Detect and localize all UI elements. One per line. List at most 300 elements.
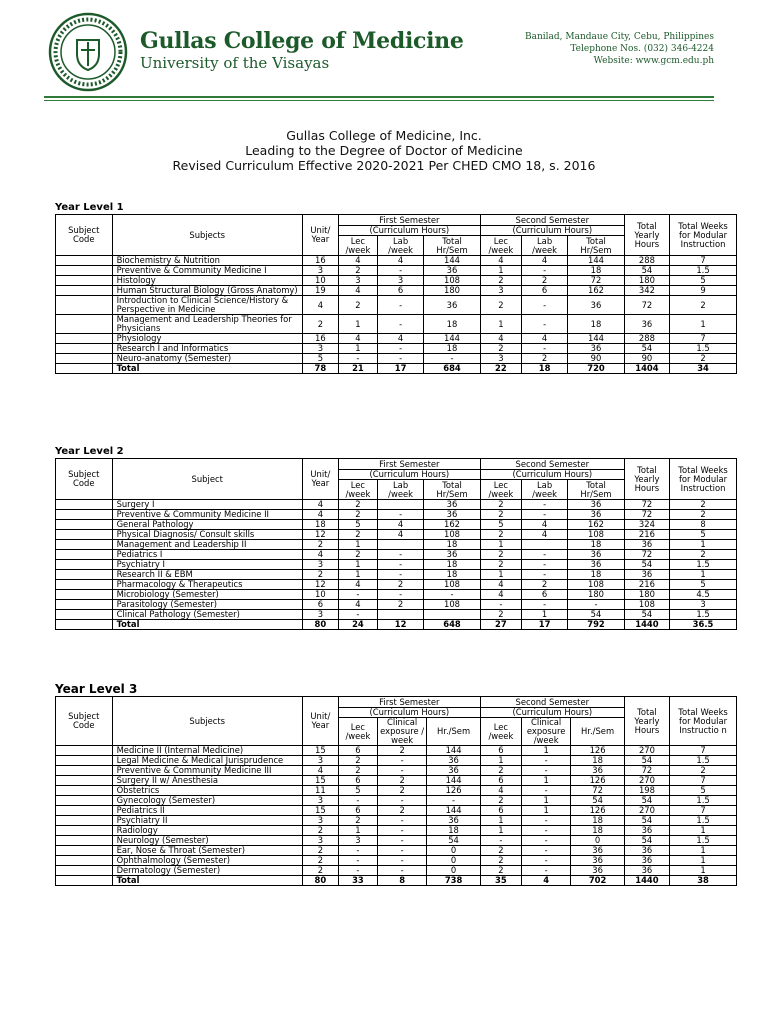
cell-lec-1: 2 xyxy=(338,266,377,276)
cell-hours-1: 126 xyxy=(427,786,481,796)
cell-hours-2: 18 xyxy=(568,540,625,550)
cell-hours-2: 54 xyxy=(568,610,625,620)
cell-modular-weeks: 2 xyxy=(670,550,737,560)
cell-subject-name: Obstetrics xyxy=(112,786,302,796)
cell-lab-2: 2 xyxy=(521,276,567,286)
document-title xyxy=(0,128,768,173)
cell-subject-name: Radiology xyxy=(112,826,302,836)
col-curriculum-hours-1: (Curriculum Hours) xyxy=(338,708,480,718)
cell-lab-2: 17 xyxy=(521,620,567,630)
cell-lab-1: - xyxy=(377,590,423,600)
table-row xyxy=(56,836,737,846)
col-total-2: Total Hr/Sem xyxy=(568,480,625,500)
col-first-semester: First Semester xyxy=(338,459,480,470)
table-row xyxy=(56,276,737,286)
table-row xyxy=(56,296,737,315)
table-row xyxy=(56,540,737,550)
year-level-2-table xyxy=(55,458,737,630)
cell-subject-name: Physiology xyxy=(112,334,302,344)
cell-subject-name: Microbiology (Semester) xyxy=(112,590,302,600)
cell-hours-1: 108 xyxy=(424,276,481,286)
cell-hours-2: 18 xyxy=(568,570,625,580)
cell-units: 18 xyxy=(302,520,338,530)
col-total-yearly-hours: Total Yearly Hours xyxy=(624,697,669,746)
cell-lec-2: - xyxy=(480,600,521,610)
cell-units: 3 xyxy=(302,266,338,276)
cell-modular-weeks: 9 xyxy=(670,286,737,296)
cell-yearly-hours: 54 xyxy=(624,266,669,276)
cell-lec-2: 4 xyxy=(480,580,521,590)
cell-hours-1: 144 xyxy=(427,806,481,816)
cell-subject-name: Dermatology (Semester) xyxy=(112,866,302,876)
cell-modular-weeks: 5 xyxy=(670,530,737,540)
cell-subject-name: Management and Leadership II xyxy=(112,540,302,550)
cell-subject-code xyxy=(56,344,113,354)
cell-hours-2: 54 xyxy=(571,796,624,806)
cell-units: 2 xyxy=(302,866,338,876)
cell-lab-2: - xyxy=(521,315,567,334)
cell-hours-1: 18 xyxy=(424,540,481,550)
col-subjects: Subjects xyxy=(112,697,302,746)
cell-hours-1: 108 xyxy=(424,580,481,590)
cell-units: 12 xyxy=(302,530,338,540)
cell-subject-code xyxy=(56,610,113,620)
cell-units: 2 xyxy=(302,540,338,550)
cell-subject-code xyxy=(56,620,113,630)
cell-lab-1: - xyxy=(377,836,426,846)
cell-units: 4 xyxy=(302,296,338,315)
col-subject: Subject xyxy=(112,459,302,500)
cell-hours-1: 0 xyxy=(427,846,481,856)
cell-subject-code xyxy=(56,256,113,266)
cell-modular-weeks: 7 xyxy=(670,806,737,816)
cell-units: 10 xyxy=(302,276,338,286)
cell-units: 15 xyxy=(302,746,338,756)
col-total-2: Total Hr/Sem xyxy=(568,236,625,256)
cell-lab-1: - xyxy=(377,856,426,866)
cell-hours-2: 36 xyxy=(571,766,624,776)
cell-lab-1: - xyxy=(377,354,423,364)
cell-lec-1: 1 xyxy=(338,826,377,836)
cell-subject-name: Neurology (Semester) xyxy=(112,836,302,846)
cell-lec-1: - xyxy=(338,354,377,364)
cell-units: 19 xyxy=(302,286,338,296)
cell-hours-2: 36 xyxy=(568,296,625,315)
cell-lec-1: 33 xyxy=(338,876,377,886)
cell-modular-weeks: 1.5 xyxy=(670,560,737,570)
cell-lab-2: - xyxy=(521,786,570,796)
cell-yearly-hours: 216 xyxy=(624,530,669,540)
cell-subject-name: Pediatrics I xyxy=(112,550,302,560)
cell-subject-code xyxy=(56,286,113,296)
cell-lec-1: 6 xyxy=(338,746,377,756)
title-line-1: Gullas College of Medicine, Inc. xyxy=(286,128,482,143)
cell-yearly-hours: 36 xyxy=(624,846,669,856)
table-row xyxy=(56,786,737,796)
cell-lec-2: 6 xyxy=(480,746,521,756)
cell-subject-code xyxy=(56,846,113,856)
cell-units: 3 xyxy=(302,560,338,570)
cell-yearly-hours: 36 xyxy=(624,826,669,836)
cell-hours-2: 36 xyxy=(568,510,625,520)
cell-yearly-hours: 54 xyxy=(624,796,669,806)
cell-lab-2: - xyxy=(521,510,567,520)
cell-lab-1 xyxy=(377,610,423,620)
cell-lec-1: 2 xyxy=(338,756,377,766)
table-row xyxy=(56,510,737,520)
cell-lab-1: 2 xyxy=(377,776,426,786)
cell-lec-1: 2 xyxy=(338,530,377,540)
cell-lab-1: 17 xyxy=(377,364,423,374)
cell-subject-code xyxy=(56,296,113,315)
cell-lec-2: 2 xyxy=(480,530,521,540)
cell-lab-2: - xyxy=(521,344,567,354)
cell-lec-1: 1 xyxy=(338,570,377,580)
cell-subject-name: Total xyxy=(112,364,302,374)
cell-modular-weeks: 1.5 xyxy=(670,796,737,806)
col-total-weeks: Total Weeks for Modular Instruction xyxy=(670,459,737,500)
col-subject-code: Subject Code xyxy=(56,215,113,256)
col-clinical-exposure-2: Clinical exposure /week xyxy=(521,718,570,746)
cell-lec-2: 27 xyxy=(480,620,521,630)
cell-subject-code xyxy=(56,500,113,510)
cell-units: 4 xyxy=(302,510,338,520)
cell-modular-weeks: 1.5 xyxy=(670,344,737,354)
cell-yearly-hours: 54 xyxy=(624,610,669,620)
cell-subject-code xyxy=(56,266,113,276)
cell-lec-2: 2 xyxy=(480,500,521,510)
cell-lec-1: 6 xyxy=(338,806,377,816)
cell-hours-2: 720 xyxy=(568,364,625,374)
cell-lec-2: 2 xyxy=(480,296,521,315)
cell-lec-2: 2 xyxy=(480,766,521,776)
cell-lab-2: - xyxy=(521,836,570,846)
cell-lec-1: 4 xyxy=(338,256,377,266)
cell-lab-2: - xyxy=(521,826,570,836)
cell-hours-2: 36 xyxy=(571,846,624,856)
cell-units: 3 xyxy=(302,610,338,620)
cell-hours-1: 18 xyxy=(424,570,481,580)
cell-subject-name: Psychiatry I xyxy=(112,560,302,570)
cell-hours-1: 36 xyxy=(427,756,481,766)
cell-lec-1: 24 xyxy=(338,620,377,630)
table-row xyxy=(56,266,737,276)
college-seal-logo xyxy=(48,12,128,92)
cell-lab-2: - xyxy=(521,296,567,315)
cell-lec-1: 1 xyxy=(338,560,377,570)
cell-hours-2: 108 xyxy=(568,580,625,590)
cell-hours-1: 108 xyxy=(424,530,481,540)
cell-subject-name: Surgery I xyxy=(112,500,302,510)
cell-lab-2: 6 xyxy=(521,286,567,296)
cell-yearly-hours: 1440 xyxy=(624,876,669,886)
cell-subject-name: Research II & EBM xyxy=(112,570,302,580)
cell-hours-2: 180 xyxy=(568,590,625,600)
cell-lec-1: 5 xyxy=(338,520,377,530)
cell-lab-1: - xyxy=(377,315,423,334)
cell-lab-2: 4 xyxy=(521,876,570,886)
cell-hours-2: 18 xyxy=(568,266,625,276)
cell-subject-name: Neuro-anatomy (Semester) xyxy=(112,354,302,364)
cell-units: 6 xyxy=(302,600,338,610)
cell-hours-1: 144 xyxy=(427,746,481,756)
cell-yearly-hours: 36 xyxy=(624,570,669,580)
cell-lab-1: - xyxy=(377,766,426,776)
cell-units: 2 xyxy=(302,315,338,334)
cell-subject-code xyxy=(56,580,113,590)
cell-hours-2: 36 xyxy=(568,344,625,354)
cell-lec-1: 2 xyxy=(338,766,377,776)
table-row xyxy=(56,796,737,806)
cell-lab-1: 4 xyxy=(377,530,423,540)
col-total-1: Total Hr/Sem xyxy=(424,480,481,500)
cell-lab-2: - xyxy=(521,600,567,610)
cell-lec-2: 22 xyxy=(480,364,521,374)
cell-modular-weeks: 2 xyxy=(670,500,737,510)
cell-yearly-hours: 54 xyxy=(624,836,669,846)
cell-yearly-hours: 54 xyxy=(624,816,669,826)
cell-subject-name: Biochemistry & Nutrition xyxy=(112,256,302,266)
table-row xyxy=(56,580,737,590)
cell-lec-2: 2 xyxy=(480,344,521,354)
cell-hours-1: 144 xyxy=(424,256,481,266)
cell-hours-1: 36 xyxy=(424,500,481,510)
cell-lec-2: 3 xyxy=(480,286,521,296)
cell-modular-weeks: 8 xyxy=(670,520,737,530)
cell-units: 2 xyxy=(302,856,338,866)
cell-modular-weeks: 5 xyxy=(670,276,737,286)
col-hr-sem-2: Hr./Sem xyxy=(571,718,624,746)
cell-lec-1: - xyxy=(338,796,377,806)
cell-lab-2: - xyxy=(521,856,570,866)
cell-lec-1: 4 xyxy=(338,286,377,296)
table-row xyxy=(56,344,737,354)
cell-lab-1: - xyxy=(377,296,423,315)
cell-hours-1: 18 xyxy=(424,315,481,334)
cell-lab-2: 6 xyxy=(521,590,567,600)
cell-hours-1: 36 xyxy=(424,296,481,315)
table-row xyxy=(56,334,737,344)
cell-yearly-hours: 180 xyxy=(624,590,669,600)
cell-units: 78 xyxy=(302,364,338,374)
col-second-semester: Second Semester xyxy=(480,459,624,470)
cell-subject-name: Total xyxy=(112,876,302,886)
cell-subject-name: Pediatrics II xyxy=(112,806,302,816)
cell-yearly-hours: 36 xyxy=(624,540,669,550)
cell-modular-weeks: 36.5 xyxy=(670,620,737,630)
cell-lab-2: 1 xyxy=(521,776,570,786)
cell-lab-1 xyxy=(377,540,423,550)
cell-lab-2: - xyxy=(521,866,570,876)
cell-yearly-hours: 216 xyxy=(624,580,669,590)
cell-units: 15 xyxy=(302,776,338,786)
cell-hours-1: 18 xyxy=(424,560,481,570)
col-subjects: Subjects xyxy=(112,215,302,256)
col-unit-year: Unit/ Year xyxy=(302,459,338,500)
year-level-1-table xyxy=(55,214,737,374)
table-row xyxy=(56,866,737,876)
cell-modular-weeks: 38 xyxy=(670,876,737,886)
cell-units: 11 xyxy=(302,786,338,796)
cell-lec-1: 1 xyxy=(338,315,377,334)
cell-modular-weeks: 1.5 xyxy=(670,610,737,620)
cell-hours-1: - xyxy=(424,590,481,600)
cell-hours-2: - xyxy=(568,600,625,610)
contact-block xyxy=(525,31,714,67)
cell-units: 80 xyxy=(302,876,338,886)
cell-lec-1: 3 xyxy=(338,836,377,846)
cell-hours-1: 180 xyxy=(424,286,481,296)
cell-subject-name: Management and Leadership Theories for Physicians xyxy=(112,315,302,334)
cell-lab-2: 4 xyxy=(521,334,567,344)
cell-modular-weeks: 7 xyxy=(670,256,737,266)
cell-subject-name: Introduction to Clinical Science/History & Perspective in Medicine xyxy=(112,296,302,315)
cell-lab-1: - xyxy=(377,550,423,560)
cell-lec-1: 1 xyxy=(338,540,377,550)
cell-lab-1: 2 xyxy=(377,746,426,756)
cell-subject-code xyxy=(56,796,113,806)
total-row xyxy=(56,876,737,886)
col-lab-1: Lab /week xyxy=(377,480,423,500)
cell-lec-2: 1 xyxy=(480,570,521,580)
cell-lab-1: 2 xyxy=(377,786,426,796)
cell-lab-2: 1 xyxy=(521,610,567,620)
cell-modular-weeks: 2 xyxy=(670,510,737,520)
cell-units: 4 xyxy=(302,500,338,510)
cell-lab-1 xyxy=(377,500,423,510)
cell-yearly-hours: 180 xyxy=(624,276,669,286)
cell-yearly-hours: 90 xyxy=(624,354,669,364)
cell-lab-1: 4 xyxy=(377,256,423,266)
cell-hours-2: 792 xyxy=(568,620,625,630)
table-row xyxy=(56,500,737,510)
cell-units: 16 xyxy=(302,256,338,266)
cell-modular-weeks: 2 xyxy=(670,296,737,315)
cell-units: 3 xyxy=(302,756,338,766)
cell-subject-code xyxy=(56,540,113,550)
table-row xyxy=(56,766,737,776)
cell-lec-1: - xyxy=(338,866,377,876)
cell-modular-weeks: 5 xyxy=(670,580,737,590)
cell-hours-2: 18 xyxy=(571,826,624,836)
cell-lec-1: 21 xyxy=(338,364,377,374)
cell-hours-1: 684 xyxy=(424,364,481,374)
table-row xyxy=(56,816,737,826)
cell-subject-code xyxy=(56,560,113,570)
cell-hours-2: 702 xyxy=(571,876,624,886)
cell-lec-2: 4 xyxy=(480,786,521,796)
cell-subject-code xyxy=(56,816,113,826)
cell-lec-2: 2 xyxy=(480,846,521,856)
col-curriculum-hours-1: (Curriculum Hours) xyxy=(338,470,480,480)
cell-subject-name: Clinical Pathology (Semester) xyxy=(112,610,302,620)
cell-subject-name: Total xyxy=(112,620,302,630)
cell-units: 2 xyxy=(302,826,338,836)
cell-yearly-hours: 36 xyxy=(624,315,669,334)
cell-subject-code xyxy=(56,590,113,600)
col-total-yearly-hours: Total Yearly Hours xyxy=(624,215,669,256)
cell-units: 12 xyxy=(302,580,338,590)
cell-hours-1: - xyxy=(427,796,481,806)
cell-subject-name: Psychiatry II xyxy=(112,816,302,826)
cell-subject-name: Legal Medicine & Medical Jurisprudence xyxy=(112,756,302,766)
cell-modular-weeks: 1.5 xyxy=(670,816,737,826)
cell-subject-code xyxy=(56,826,113,836)
cell-modular-weeks: 1 xyxy=(670,826,737,836)
cell-subject-name: Preventive & Community Medicine III xyxy=(112,766,302,776)
cell-subject-name: Human Structural Biology (Gross Anatomy) xyxy=(112,286,302,296)
cell-hours-2: 126 xyxy=(571,806,624,816)
cell-hours-1: 648 xyxy=(424,620,481,630)
cell-units: 3 xyxy=(302,836,338,846)
cell-units: 4 xyxy=(302,550,338,560)
cell-lec-2: 2 xyxy=(480,550,521,560)
cell-subject-name: General Pathology xyxy=(112,520,302,530)
cell-lab-2: 4 xyxy=(521,530,567,540)
cell-lab-1: - xyxy=(377,570,423,580)
cell-yearly-hours: 270 xyxy=(624,806,669,816)
col-unit-year: Unit/ Year xyxy=(302,215,338,256)
cell-subject-name: Histology xyxy=(112,276,302,286)
letterhead xyxy=(0,0,768,100)
cell-hours-2: 162 xyxy=(568,520,625,530)
table-row xyxy=(56,600,737,610)
col-unit-year: Unit/ Year xyxy=(302,697,338,746)
cell-units: 3 xyxy=(302,816,338,826)
cell-lab-2: 1 xyxy=(521,796,570,806)
cell-yearly-hours: 54 xyxy=(624,756,669,766)
cell-lab-1: 4 xyxy=(377,520,423,530)
cell-yearly-hours: 72 xyxy=(624,550,669,560)
cell-subject-code xyxy=(56,856,113,866)
cell-hours-2: 72 xyxy=(568,276,625,286)
year-level-2-body xyxy=(56,500,737,630)
cell-hours-2: 36 xyxy=(568,550,625,560)
cell-lec-2: 2 xyxy=(480,856,521,866)
cell-lec-2: 1 xyxy=(480,756,521,766)
cell-modular-weeks: 7 xyxy=(670,776,737,786)
cell-hours-2: 18 xyxy=(568,315,625,334)
cell-subject-name: Physical Diagnosis/ Consult skills xyxy=(112,530,302,540)
cell-lec-2: 1 xyxy=(480,540,521,550)
cell-hours-1: 162 xyxy=(424,520,481,530)
cell-hours-1: 36 xyxy=(427,816,481,826)
cell-lab-2: - xyxy=(521,550,567,560)
cell-units: 5 xyxy=(302,354,338,364)
cell-modular-weeks: 1.5 xyxy=(670,266,737,276)
cell-yearly-hours: 72 xyxy=(624,766,669,776)
cell-lab-1: 4 xyxy=(377,334,423,344)
cell-yearly-hours: 270 xyxy=(624,746,669,756)
table-row xyxy=(56,746,737,756)
table-row xyxy=(56,846,737,856)
cell-subject-code xyxy=(56,530,113,540)
cell-lab-2: - xyxy=(521,266,567,276)
table-row xyxy=(56,856,737,866)
cell-units: 15 xyxy=(302,806,338,816)
year-level-3-heading: Year Level 3 xyxy=(55,682,138,696)
cell-lab-1: - xyxy=(377,266,423,276)
cell-lec-1: 2 xyxy=(338,500,377,510)
cell-subject-code xyxy=(56,876,113,886)
cell-subject-name: Gynecology (Semester) xyxy=(112,796,302,806)
cell-subject-code xyxy=(56,776,113,786)
col-lec-2: Lec /week xyxy=(480,718,521,746)
table-row xyxy=(56,530,737,540)
cell-hours-2: 144 xyxy=(568,334,625,344)
cell-units: 2 xyxy=(302,570,338,580)
cell-modular-weeks: 1 xyxy=(670,540,737,550)
